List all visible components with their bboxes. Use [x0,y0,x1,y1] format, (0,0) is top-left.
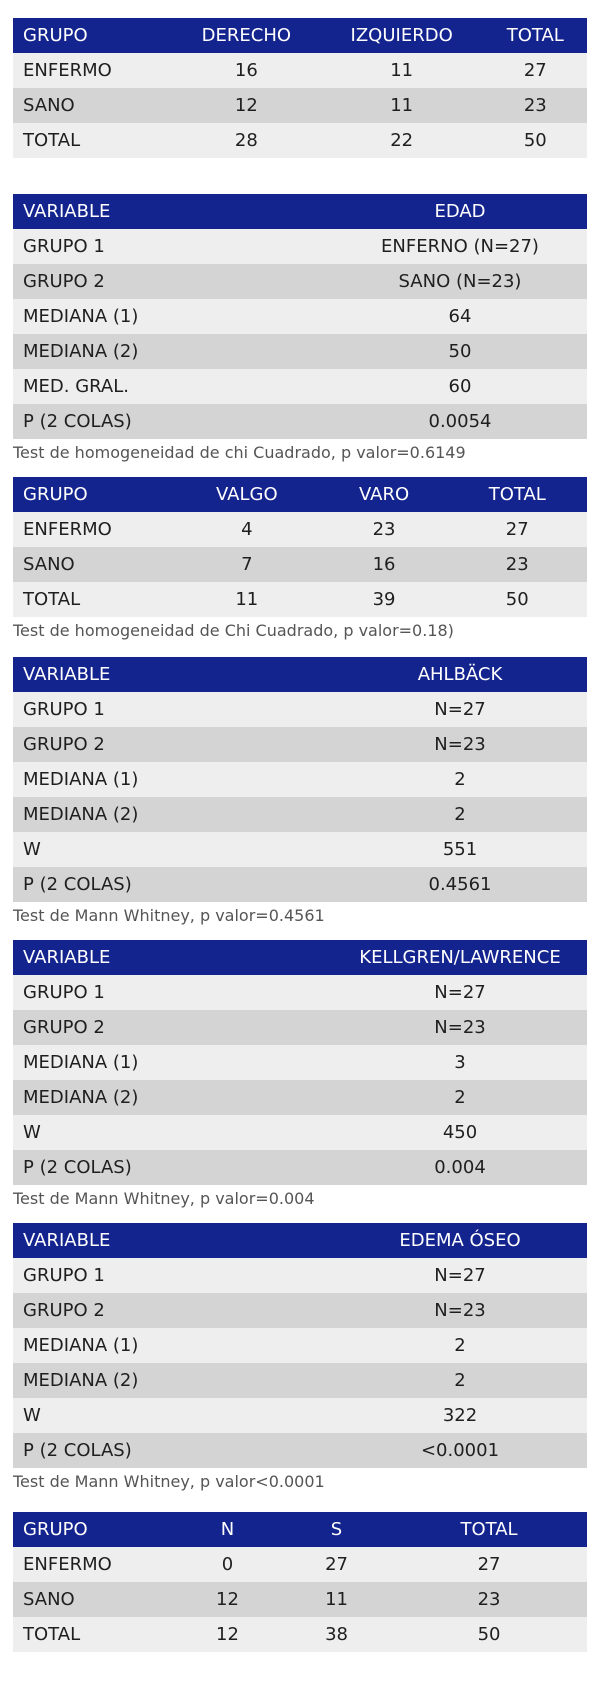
table-row [13,1080,587,1115]
header-cell: TOTAL [460,1519,518,1540]
table-cell: ENFERMO [23,519,112,540]
table-cell: MEDIANA (1) [23,1335,139,1356]
table-cell: TOTAL [23,1624,81,1645]
table-row [13,264,587,299]
table-cell: MEDIANA (2) [23,1370,139,1391]
table-note: Test de Mann Whitney, p valor=0.4561 [13,906,325,925]
table-cell: 12 [216,1624,239,1645]
table-lateralidad [13,18,587,158]
table-row [13,123,587,158]
table-cell: N=23 [434,734,486,755]
table-edad [13,194,587,439]
table-cell: MEDIANA (2) [23,341,139,362]
table-row [13,1150,587,1185]
table-cell: 50 [505,589,529,610]
table-cell: 3 [454,1052,466,1073]
table-row [13,369,587,404]
table-cell: 23 [477,1589,501,1610]
table-row [13,334,587,369]
table-cell: 39 [372,589,396,610]
table-cell: W [23,1122,41,1143]
header-cell: GRUPO [23,1519,88,1540]
table-row [13,832,587,867]
table-cell: W [23,839,41,860]
header-cell: GRUPO [23,484,88,505]
table-cell: 2 [454,804,466,825]
table-cell: ENFERNO (N=27) [381,236,539,257]
table-cell: 27 [325,1554,348,1575]
table-row [13,1433,587,1468]
table-cell: 60 [448,376,472,397]
table-cell: GRUPO 1 [23,1265,105,1286]
table-note: Test de Mann Whitney, p valor<0.0001 [13,1472,325,1491]
table-row [13,582,587,617]
table-cell: GRUPO 1 [23,982,105,1003]
table-row [13,727,587,762]
table-row [13,512,587,547]
table-row [13,1398,587,1433]
table-header-row [13,940,587,975]
table-cell: 322 [442,1405,478,1426]
table-row [13,229,587,264]
table-cell: 50 [448,341,472,362]
header-cell: EDAD [434,201,486,222]
table-cell: GRUPO 2 [23,1300,105,1321]
table-cell: 50 [477,1624,501,1645]
table-cell: N=23 [434,1300,486,1321]
header-cell: TOTAL [488,484,546,505]
table-row [13,692,587,727]
table-cell: 16 [372,554,396,575]
table-cell: 38 [325,1624,348,1645]
table-cell: GRUPO 1 [23,699,105,720]
table-cell: 27 [505,519,529,540]
table-cell: GRUPO 2 [23,734,105,755]
table-cell: 27 [477,1554,501,1575]
table-note: Test de homogeneidad de chi Cuadrado, p valor=0.6149 [13,443,466,462]
table-cell: SANO (N=23) [398,271,522,292]
table-cell: N=23 [434,1017,486,1038]
table-cell: 11 [325,1589,348,1610]
table-row [13,1547,587,1582]
table-header-row [13,194,587,229]
table-cell: 0.004 [434,1157,486,1178]
table-cell: GRUPO 2 [23,1017,105,1038]
table-cell: 0.4561 [428,874,492,895]
table-cell: 2 [454,1335,466,1356]
table-n-s [13,1512,587,1652]
table-row [13,404,587,439]
table-row [13,547,587,582]
table-cell: 4 [241,519,253,540]
table-cell: W [23,1405,41,1426]
header-cell: DERECHO [201,25,292,46]
header-cell: N [220,1519,235,1540]
table-cell: 23 [372,519,396,540]
table-cell: <0.0001 [420,1440,500,1461]
table-cell: 551 [442,839,478,860]
table-header-row [13,477,587,512]
table-header-row [13,657,587,692]
table-cell: 16 [234,60,258,81]
table-cell: MED. GRAL. [23,376,129,397]
table-cell: MEDIANA (1) [23,769,139,790]
table-cell: TOTAL [23,130,81,151]
table-row [13,1045,587,1080]
table-cell: GRUPO 1 [23,236,105,257]
header-cell: VARIABLE [23,201,111,222]
header-cell: KELLGREN/LAWRENCE [359,947,561,968]
header-cell: VALGO [216,484,278,505]
table-cell: 2 [454,769,466,790]
table-edema-oseo [13,1223,587,1468]
table-cell: P (2 COLAS) [23,411,132,432]
table-row [13,1328,587,1363]
table-cell: 11 [235,589,259,610]
table-cell: 11 [390,60,414,81]
table-cell: N=27 [434,982,486,1003]
table-cell: MEDIANA (1) [23,1052,139,1073]
table-cell: 64 [448,306,472,327]
table-row [13,797,587,832]
table-cell: N=27 [434,1265,486,1286]
table-cell: GRUPO 2 [23,271,105,292]
header-cell: AHLBÄCK [417,664,503,685]
table-row [13,88,587,123]
table-cell: MEDIANA (1) [23,306,139,327]
table-cell: 23 [523,95,547,116]
table-cell: MEDIANA (2) [23,804,139,825]
table-cell: ENFERMO [23,1554,112,1575]
table-cell: 12 [216,1589,239,1610]
table-cell: P (2 COLAS) [23,1157,132,1178]
table-cell: 2 [454,1087,466,1108]
table-valgo-varo [13,477,587,617]
table-row [13,1617,587,1652]
table-note: Test de homogeneidad de Chi Cuadrado, p valor=0.18) [13,621,454,640]
table-row [13,299,587,334]
table-row [13,1582,587,1617]
header-cell: VARO [358,484,410,505]
table-row [13,1010,587,1045]
table-row [13,1258,587,1293]
header-cell: TOTAL [506,25,564,46]
header-cell: VARIABLE [23,664,111,685]
header-cell: GRUPO [23,25,88,46]
table-cell: 450 [442,1122,478,1143]
table-cell: P (2 COLAS) [23,874,132,895]
table-header-row [13,1223,587,1258]
table-cell: 0 [221,1554,234,1575]
table-cell: ENFERMO [23,60,112,81]
table-cell: 0.0054 [428,411,492,432]
table-row [13,1363,587,1398]
table-cell: 22 [390,130,414,151]
header-cell: S [330,1519,343,1540]
table-cell: TOTAL [23,589,81,610]
header-cell: EDEMA ÓSEO [399,1230,521,1251]
table-cell: MEDIANA (2) [23,1087,139,1108]
table-cell: 11 [390,95,414,116]
table-note: Test de Mann Whitney, p valor=0.004 [13,1189,315,1208]
table-cell: P (2 COLAS) [23,1440,132,1461]
table-cell: 2 [454,1370,466,1391]
table-ahlback [13,657,587,902]
table-row [13,53,587,88]
table-cell: 28 [234,130,258,151]
table-cell: 12 [234,95,258,116]
header-cell: VARIABLE [23,947,111,968]
table-row [13,1293,587,1328]
table-cell: SANO [23,95,75,116]
table-cell: 7 [241,554,253,575]
table-cell: SANO [23,554,75,575]
table-cell: 23 [505,554,529,575]
table-cell: 50 [523,130,547,151]
table-header-row [13,1512,587,1547]
table-cell: SANO [23,1589,75,1610]
table-header-row [13,18,587,53]
header-cell: VARIABLE [23,1230,111,1251]
table-row [13,867,587,902]
table-cell: N=27 [434,699,486,720]
header-cell: IZQUIERDO [350,25,453,46]
table-kellgren-lawrence [13,940,587,1185]
table-row [13,975,587,1010]
table-row [13,1115,587,1150]
table-row [13,762,587,797]
table-cell: 27 [523,60,547,81]
